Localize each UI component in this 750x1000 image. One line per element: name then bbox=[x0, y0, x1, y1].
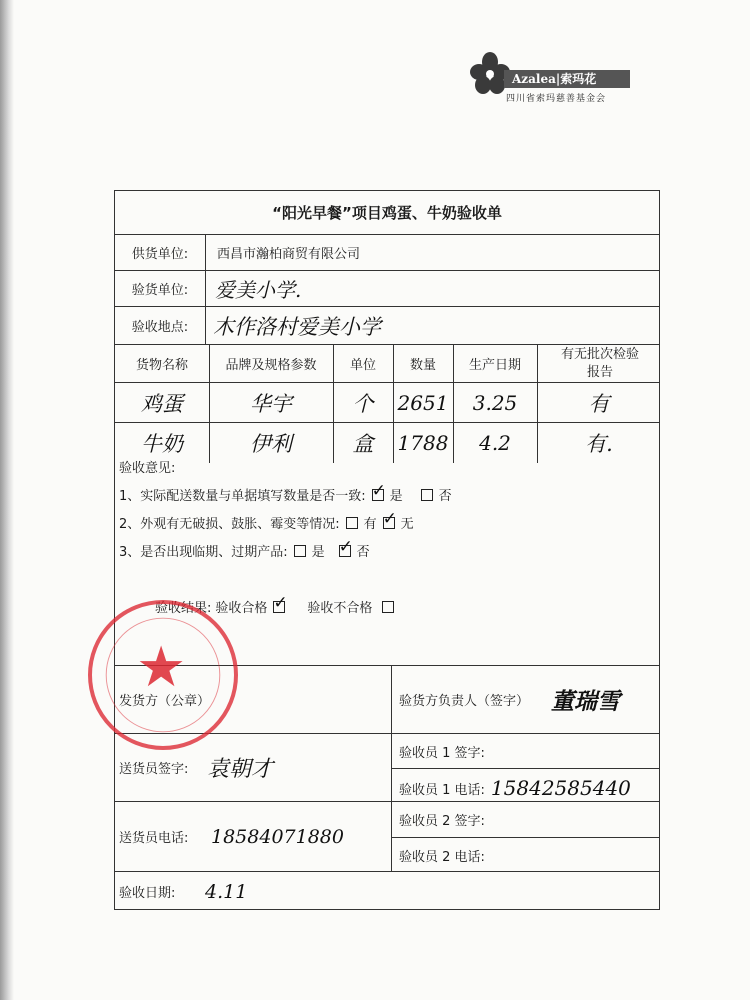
col-brand-spec: 品牌及规格参数 bbox=[225, 358, 317, 373]
q3-no-label: 否 bbox=[356, 545, 370, 560]
company-seal bbox=[88, 600, 238, 750]
q2-no-label: 无 bbox=[400, 517, 414, 532]
inspector2-sign-label: 验收员 2 签字: bbox=[399, 814, 485, 829]
logo-brand: Azalea|索玛花 bbox=[504, 70, 630, 88]
shipper-label: 发货方（公章） bbox=[119, 694, 211, 709]
deliverer-phone: 18584071880 bbox=[211, 825, 344, 848]
question-2 bbox=[119, 513, 414, 532]
acceptance-form bbox=[114, 190, 660, 910]
scan-edge-shadow bbox=[0, 0, 14, 1000]
receiver-row bbox=[115, 271, 659, 307]
q2-no-checkbox[interactable] bbox=[383, 517, 395, 529]
q2-yes-checkbox[interactable] bbox=[346, 517, 358, 529]
brand-cell: 华宇 bbox=[250, 391, 292, 416]
report-cell: 有 bbox=[588, 391, 610, 416]
supplier-row bbox=[115, 235, 659, 271]
supplier-label: 供货单位: bbox=[131, 247, 189, 262]
q1-no-label: 否 bbox=[438, 489, 452, 504]
location-row bbox=[115, 307, 659, 345]
result-pass-checkbox[interactable] bbox=[273, 601, 285, 613]
q1-yes-label: 是 bbox=[389, 489, 403, 504]
quantity-cell: 2651 bbox=[397, 390, 449, 415]
date-cell: 4.2 bbox=[479, 431, 511, 455]
deliverer-signature: 袁朝才 bbox=[207, 757, 274, 782]
col-unit: 单位 bbox=[349, 358, 376, 373]
q3-yes-checkbox[interactable] bbox=[294, 545, 306, 557]
deliverer-sign-label: 送货员签字: bbox=[119, 762, 189, 777]
logo-org: 四川省索玛慈善基金会 bbox=[506, 94, 607, 104]
q3-yes-label: 是 bbox=[311, 545, 325, 560]
q3-no-checkbox[interactable] bbox=[339, 545, 351, 557]
location-value: 木作洛村爱美小学 bbox=[213, 314, 381, 339]
question-3 bbox=[119, 541, 370, 560]
quantity-cell: 1788 bbox=[397, 431, 449, 455]
question-3-text: 3、是否出现临期、过期产品: bbox=[119, 545, 288, 560]
col-production-date: 生产日期 bbox=[468, 358, 521, 373]
q2-yes-label: 有 bbox=[363, 517, 377, 532]
manager-signature: 董瑞雪 bbox=[551, 688, 620, 715]
col-goods-name: 货物名称 bbox=[135, 358, 188, 373]
unit-cell: 盒 bbox=[352, 432, 374, 456]
opinion-label: 验收意见: bbox=[119, 461, 176, 476]
result-fail-checkbox[interactable] bbox=[382, 601, 394, 613]
q1-no-checkbox[interactable] bbox=[421, 489, 433, 501]
report-cell: 有. bbox=[585, 432, 613, 456]
col-inspection-report: 有无批次检验报告 bbox=[560, 346, 639, 380]
question-1-text: 1、实际配送数量与单据填写数量是否一致: bbox=[119, 489, 366, 504]
goods-header-row bbox=[115, 345, 659, 383]
unit-cell: 个 bbox=[352, 391, 374, 416]
result-pass-label: 验收合格 bbox=[215, 601, 268, 616]
manager-label: 验货方负责人（签字） bbox=[399, 694, 530, 709]
goods-name-cell: 牛奶 bbox=[141, 432, 183, 456]
question-1 bbox=[119, 485, 452, 504]
deliverer-phone-label: 送货员电话: bbox=[119, 831, 189, 846]
inspector1-phone: 15842585440 bbox=[490, 776, 631, 800]
q1-yes-checkbox[interactable] bbox=[372, 489, 384, 501]
table-row bbox=[115, 383, 659, 423]
inspector2-phone-label: 验收员 2 电话: bbox=[399, 850, 485, 865]
inspector1-phone-line bbox=[399, 776, 631, 800]
result-fail-label: 验收不合格 bbox=[307, 601, 373, 616]
goods-name-cell: 鸡蛋 bbox=[141, 391, 183, 416]
col-quantity: 数量 bbox=[409, 358, 436, 373]
foundation-logo bbox=[466, 52, 626, 102]
location-label: 验收地点: bbox=[131, 320, 189, 335]
brand-cell: 伊利 bbox=[250, 432, 292, 456]
form-title: “阳光早餐”项目鸡蛋、牛奶验收单 bbox=[272, 204, 502, 222]
receiver-label: 验货单位: bbox=[131, 283, 189, 298]
form-title-row bbox=[115, 191, 659, 235]
inspector1-sign-label: 验收员 1 签字: bbox=[399, 746, 485, 761]
deliverer-phone-row bbox=[115, 802, 659, 872]
receiver-value: 爱美小学. bbox=[215, 278, 302, 302]
inspector1-phone-label: 验收员 1 电话: bbox=[399, 782, 485, 798]
seal-star-icon: ★ bbox=[136, 635, 187, 700]
date-value: 4.11 bbox=[205, 880, 248, 903]
result-label: 验收结果: bbox=[155, 601, 212, 616]
supplier-value: 西昌市瀚柏商贸有限公司 bbox=[217, 247, 361, 262]
date-cell: 3.25 bbox=[472, 390, 518, 415]
date-row bbox=[115, 872, 659, 911]
date-label: 验收日期: bbox=[119, 886, 176, 901]
question-2-text: 2、外观有无破损、鼓胀、霉变等情况: bbox=[119, 517, 340, 532]
